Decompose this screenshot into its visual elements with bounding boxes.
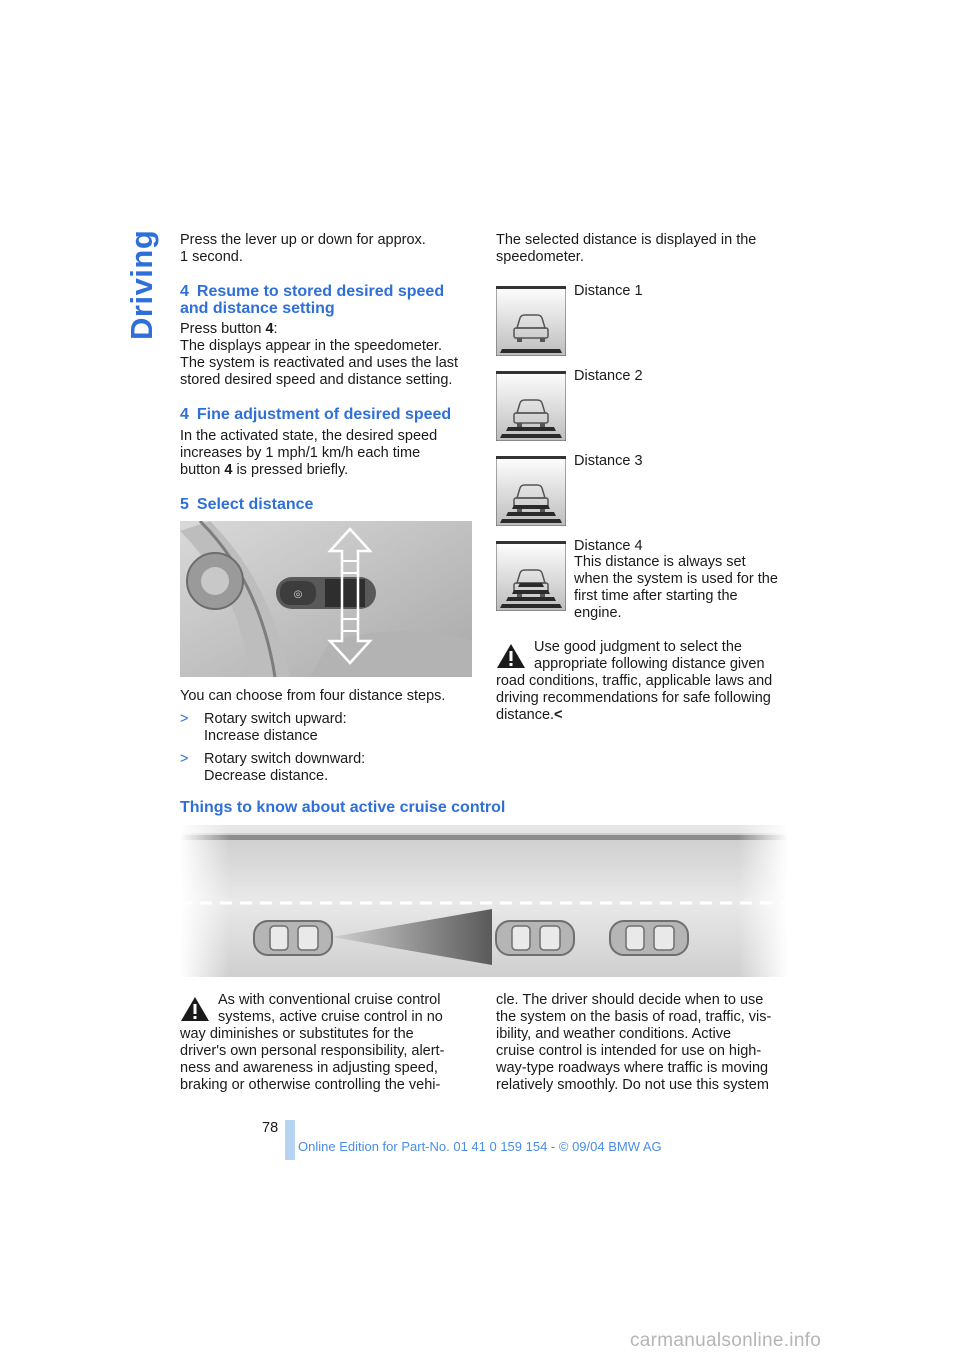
intro-line-2: 1 second.	[180, 249, 243, 265]
heading-resume: 4 Resume to stored desired speed and distance setting	[180, 283, 445, 317]
left-column	[180, 232, 480, 513]
svg-text:◎: ◎	[293, 589, 303, 600]
section-title: Driving	[124, 229, 159, 340]
watermark: carmanualsonline.info	[630, 1330, 822, 1351]
heading-select-distance: 5 Select distance	[180, 496, 314, 513]
fine-line: increases by 1 mph/1 km/h each time	[180, 445, 421, 461]
distance-bar	[500, 434, 562, 438]
list-item: > Rotary switch downward: Decrease distance.	[180, 751, 366, 784]
distance-label: Distance 4	[574, 538, 643, 554]
car-icon	[496, 921, 574, 955]
distance-bar	[518, 583, 544, 587]
car-icon	[610, 921, 688, 955]
cruise-control-illustration	[180, 825, 788, 977]
distance-2-indicator	[496, 371, 566, 441]
footer-edition: Online Edition for Part-No. 01 41 0 159 154 - © 09/04 BMW AG	[298, 1139, 662, 1154]
distance-bar	[506, 512, 556, 516]
distance-bar	[500, 604, 562, 608]
distance-label: Distance 2	[574, 368, 643, 384]
car-icon	[254, 921, 332, 955]
intro-line-1: Press the lever up or down for approx.	[180, 232, 426, 248]
section-tab	[124, 228, 158, 346]
distance-3-indicator	[496, 456, 566, 526]
page-number: 78	[262, 1120, 279, 1136]
footer-bar	[285, 1120, 295, 1160]
distance-4-note: This distance is always set when the system is used for the first time after starting the engine.	[574, 554, 778, 621]
end-marker: <	[554, 707, 563, 723]
distance-bar	[512, 590, 550, 594]
resume-line: The displays appear in the speedometer.	[180, 338, 442, 354]
right-intro: The selected distance is displayed in the speedometer.	[496, 232, 757, 265]
distance-bar	[506, 597, 556, 601]
things-left-text: As with conventional cruise control systems, active cruise control in no way diminishes or substitutes for the driver's own personal responsibility, alert- ness and awareness in adjusting speed, braking or otherwise controlling the vehi-	[180, 992, 445, 1093]
resume-text: Press button 4:	[180, 321, 278, 337]
fine-line: In the activated state, the desired speed	[180, 428, 438, 444]
list-item: > Rotary switch upward: Increase distance	[180, 711, 347, 744]
heading-things-to-know: Things to know about active cruise control	[180, 799, 506, 816]
select-intro: You can choose from four distance steps.	[180, 688, 446, 704]
distance-bar	[506, 427, 556, 431]
select-distance-text	[180, 688, 480, 785]
heading-fine-adjustment: 4 Fine adjustment of desired speed	[180, 406, 452, 423]
distance-bar	[500, 349, 562, 353]
steering-lever-illustration	[180, 521, 472, 677]
distance-1-indicator	[496, 286, 566, 356]
distance-4-indicator	[496, 541, 566, 611]
distance-label: Distance 1	[574, 283, 643, 299]
distance-warning: Use good judgment to select the appropriate following distance given road conditions, traffic, applicable laws and driving recommendations for safe following distance.<	[496, 639, 773, 723]
things-right-text: cle. The driver should decide when to use the system on the basis of road, traffic, vis- ibility, and weather conditions. Active cruise control is intended for use on high- way-type roadways where traffic is moving relatively smoothly. Do not use this system	[496, 992, 772, 1093]
resume-line: The system is reactivated and uses the last	[180, 355, 459, 371]
distance-bar	[512, 505, 550, 509]
distance-bar	[500, 519, 562, 523]
fine-line-last: button 4 is pressed briefly.	[180, 462, 349, 478]
resume-line: stored desired speed and distance setting.	[180, 372, 453, 388]
distance-label: Distance 3	[574, 453, 643, 469]
